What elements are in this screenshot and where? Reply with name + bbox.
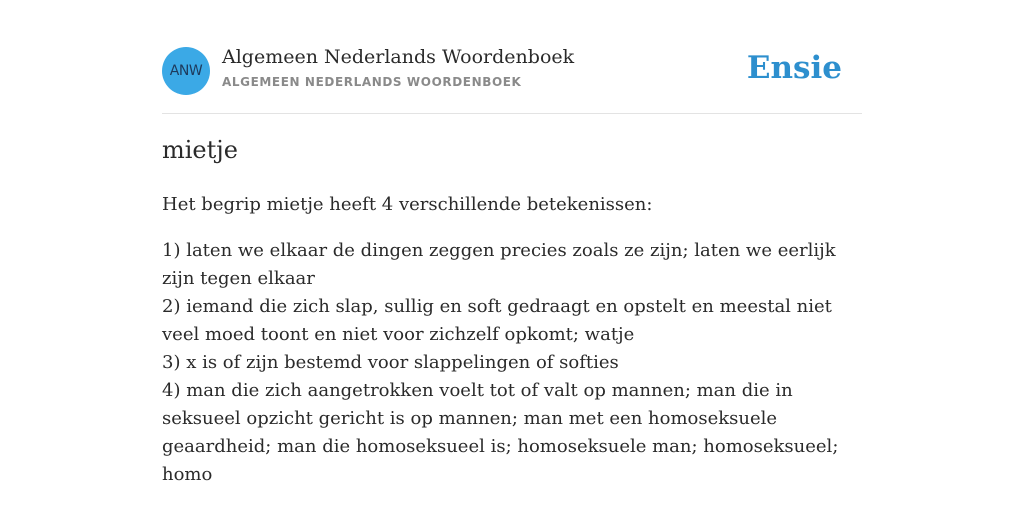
meaning-item: 3) x is of zijn bestemd voor slappelingen of softies	[162, 352, 619, 373]
source-title: Algemeen Nederlands Woordenboek	[222, 46, 575, 68]
meaning-item: 4) man die zich aangetrokken voelt tot of valt op mannen; man die in seksueel opzicht gericht is op mannen; man met een homoseksuele geaardheid; man die homoseksueel is; homoseksuele man; homoseksueel; homo	[162, 380, 839, 485]
meaning-item: 1) laten we elkaar de dingen zeggen precies zoals ze zijn; laten we eerlijk zijn tegen elkaar	[162, 240, 836, 289]
ensie-brand-link[interactable]: Ensie	[746, 50, 842, 86]
meanings-list	[162, 237, 862, 489]
source-subtitle: ALGEMEEN NEDERLANDS WOORDENBOEK	[222, 75, 522, 89]
entry-intro: Het begrip mietje heeft 4 verschillende betekenissen:	[162, 194, 653, 215]
logo-text: ANW	[169, 63, 203, 79]
meaning-item: 2) iemand die zich slap, sullig en soft gedraagt en opstelt en meestal niet veel moed toont en niet voor zichzelf opkomt; watje	[162, 296, 832, 345]
source-header	[162, 44, 862, 100]
anw-logo	[162, 47, 210, 95]
header-divider	[162, 113, 862, 114]
entry-word: mietje	[162, 136, 238, 164]
